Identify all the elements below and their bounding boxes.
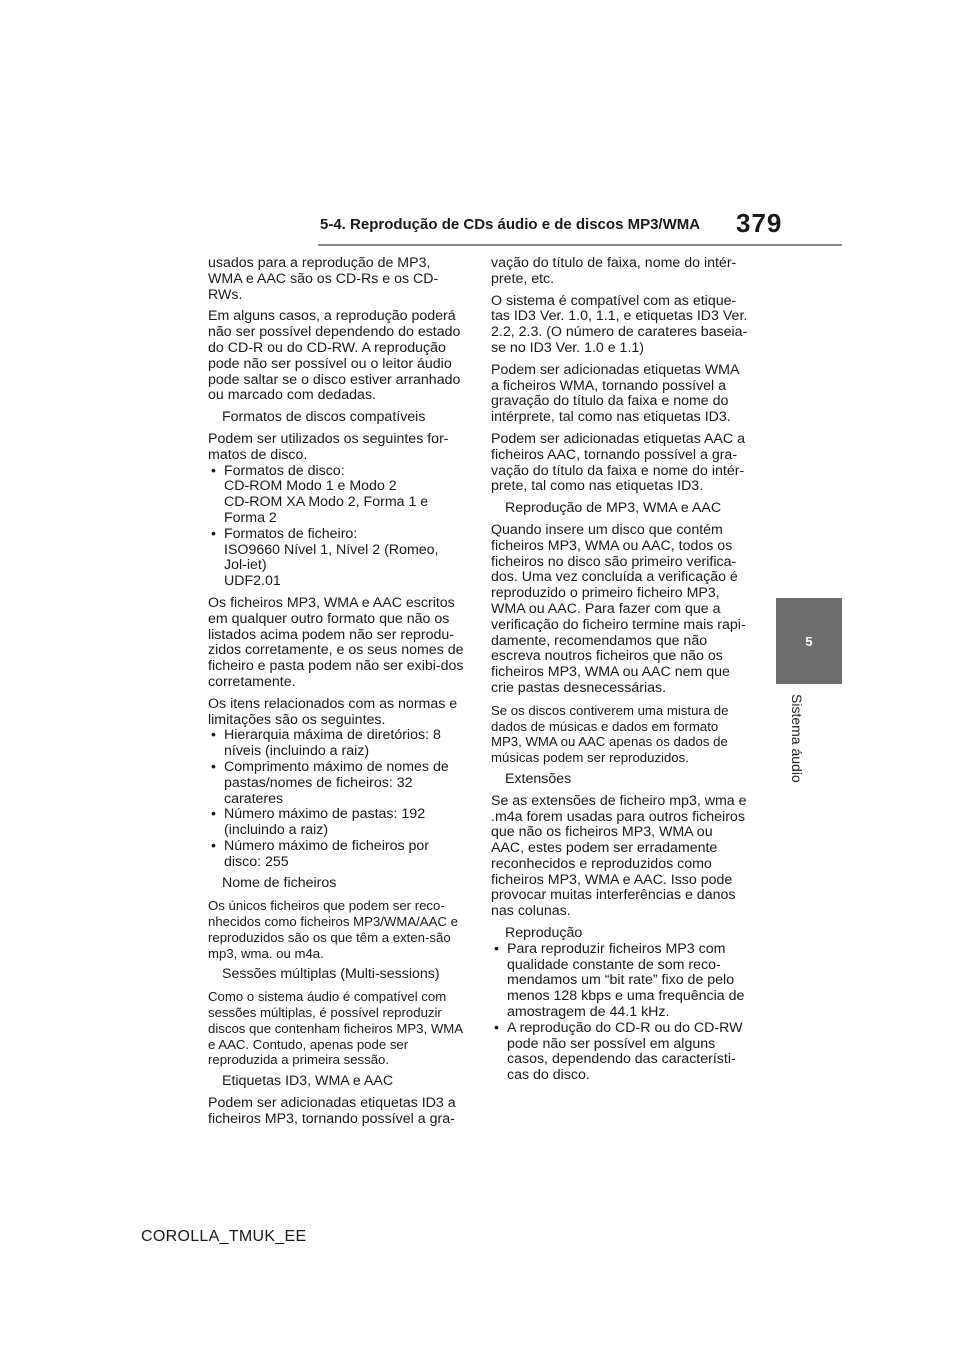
list-item-line: CD-ROM Modo 1 e Modo 2 [224,478,397,495]
list-item [208,527,465,590]
paragraph: Podem ser adicionadas etiquetas WMA a ficheiros WMA, tornando possível a gravação do título da faixa e nome do intérprete, tal como nas etiquetas ID3. [491,361,739,426]
paragraph: Os itens relacionados com as normas e limitações são os seguintes. [208,695,458,728]
left-column [208,256,465,1134]
subheading-reproduction: Reprodução [505,925,583,942]
paragraph: usados para a reprodução de MP3, WMA e AAC são os CD-Rs e os CD-RWs. [208,255,439,303]
header-divider [318,244,842,246]
list-item: • Hierarquia máxima de diretórios: 8 níveis (incluindo a raiz) [208,728,465,760]
chapter-tab [776,598,842,684]
paragraph: vação do título de faixa, nome do intér-prete, etc. [491,255,737,287]
paragraph: Em alguns casos, a reprodução poderá não ser possível dependendo do estado do CD-R ou do CD-RW. A reprodução pode não ser possível ou o leitor áudio pode saltar se o disco estiver arranhado ou marcado com dedadas. [208,308,461,404]
footer-model-code: COROLLA_TMUK_EE [141,1228,307,1245]
subheading-formats: Formatos de discos compatíveis [222,409,426,426]
paragraph: Como o sistema áudio é compatível com sessões múltiplas, é possível reproduzir discos que contenham ficheiros MP3, WMA e AAC. Contudo, apenas pode ser reproduzida a primeira sessão. [208,989,463,1068]
section-title: 5-4. Reprodução de CDs áudio e de discos MP3/WMA [320,216,701,233]
page-number: 379 [736,208,783,238]
right-column [491,256,748,1090]
list-item: • Comprimento máximo de nomes de pastas/nomes de ficheiros: 32 carateres [208,760,465,807]
paragraph: Os únicos ficheiros que podem ser reco-nhecidos como ficheiros MP3/WMA/AAC e reproduzidos são os que têm a exten-são mp3, wma. ou m4a. [208,898,458,961]
list-item: • Número máximo de pastas: 192 (incluindo a raiz) [208,807,465,839]
chapter-title: Sistema áudio [789,694,805,783]
reproduction-list [491,942,748,1084]
format-list [208,464,465,590]
paragraph: Se as extensões de ficheiro mp3, wma e .m4a forem usadas para outros ficheiros que não os ficheiros MP3, WMA ou AAC, estes podem ser erradamente reconhecidos e reproduzidos como ficheiros MP3, WMA e AAC. Isso pode provocar muitas interferências e danos nas colunas. [491,792,747,920]
subheading-tags: Etiquetas ID3, WMA e AAC [222,1073,394,1090]
list-item-line: ISO9660 Nível 1, Nível 2 (Romeo, Jol-iet) [224,541,439,574]
subheading-extensions: Extensões [505,770,572,787]
subheading-playback: Reprodução de MP3, WMA e AAC [505,500,722,517]
paragraph: Podem ser utilizados os seguintes for-matos de disco. [208,430,449,463]
list-item-label: • Formatos de disco: [224,462,345,479]
paragraph: Podem ser adicionadas etiquetas AAC a ficheiros AAC, tornando possível a gra-vação do título da faixa e nome do intér-prete, tal como nas etiquetas ID3. [491,430,745,495]
subheading-file-names: Nome de ficheiros [222,875,337,892]
paragraph: Quando insere um disco que contém ficheiros MP3, WMA ou AAC, todos os ficheiros no disco são primeiro verifica-dos. Uma vez concluída a verificação é reproduzido o primeiro ficheiro MP3, WMA ou AAC. Para fazer com que a verificação do ficheiro termine mais rapi-damente, recomendamos que não escreva noutros ficheiros que não os ficheiros MP3, WMA ou AAC nem que crie pastas desnecessárias. [491,521,746,696]
limits-list [208,728,465,870]
list-item [208,464,465,527]
list-item: • A reprodução do CD-R ou do CD-RW pode não ser possível em alguns casos, dependendo das característi-cas do disco. [491,1021,748,1084]
list-item-label: • Formatos de ficheiro: [224,525,358,542]
chapter-number: 5 [805,633,813,649]
subheading-multisession: Sessões múltiplas (Multi-sessions) [222,966,440,983]
paragraph: Podem ser adicionadas etiquetas ID3 a ficheiros MP3, tornando possível a gra- [208,1095,456,1127]
list-item: • Para reproduzir ficheiros MP3 com qualidade constante de som reco-mendamos um “bit rate” fixo de pelo menos 128 kbps e uma frequência de amostragem de 44.1 kHz. [491,942,748,1021]
list-item: • Número máximo de ficheiros por disco: 255 [208,839,465,871]
list-item-line: UDF2.01 [224,573,281,590]
paragraph: O sistema é compatível com as etique-tas ID3 Ver. 1.0, 1.1, e etiquetas ID3 Ver. 2.2, 2.3. (O número de carateres baseia-se no ID3 Ver. 1.0 e 1.1) [491,292,748,356]
list-item-line: CD-ROM XA Modo 2, Forma 1 e Forma 2 [224,494,429,526]
paragraph: Os ficheiros MP3, WMA e AAC escritos em qualquer outro formato que não os listados acima podem não ser reprodu-zidos corretamente, e os seus nomes de ficheiro e pasta podem não ser exibi-dos corretamente. [208,594,464,690]
paragraph: Se os discos contiverem uma mistura de dados de músicas e dados em formato MP3, WMA ou AAC apenas os dados de músicas podem ser reproduzidos. [491,702,729,766]
